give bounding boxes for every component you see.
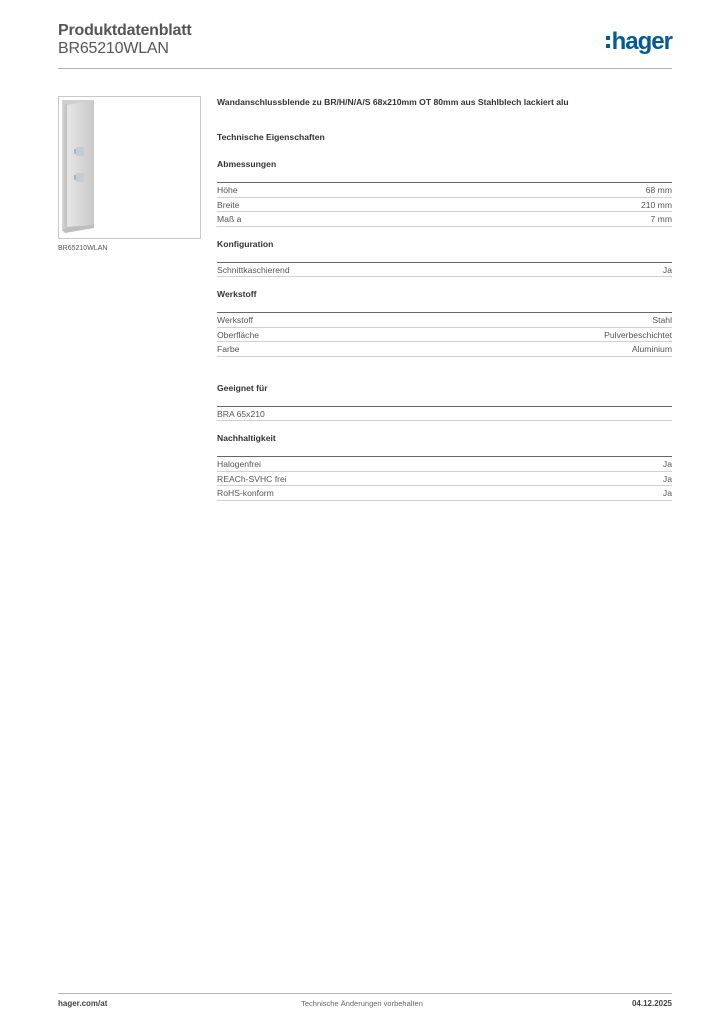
group-sustainability — [217, 433, 672, 501]
spec-label: Breite — [217, 199, 240, 210]
spec-label: BRA 65x210 — [217, 408, 265, 419]
group-title: Abmessungen — [217, 159, 672, 183]
section-title: Technische Eigenschaften — [217, 132, 325, 142]
spec-value: Ja — [662, 459, 672, 469]
group-dimensions — [217, 159, 672, 227]
spec-row — [217, 457, 672, 472]
header-divider — [58, 68, 672, 69]
spec-row — [217, 212, 672, 227]
footer-date: 04.12.2025 — [631, 999, 672, 1008]
spec-value: Ja — [662, 473, 672, 484]
spec-label: Schnittkaschierend — [217, 264, 290, 275]
logo-text: hager — [611, 28, 672, 55]
footer-notice: Technische Änderungen vorbehalten — [301, 999, 423, 1008]
spec-value: 210 mm — [640, 199, 672, 210]
spec-row — [217, 472, 672, 487]
spec-label: REACh-SVHC frei — [217, 473, 287, 484]
group-title: Geeignet für — [217, 383, 672, 407]
footer-website-link[interactable]: hager.com/at — [58, 999, 108, 1008]
product-description: Wandanschlussblende zu BR/H/N/A/S 68x210mm OT 80mm aus Stahlblech lackiert alu — [217, 97, 569, 107]
spec-row — [217, 407, 672, 422]
spec-row — [217, 263, 672, 278]
spec-row — [217, 486, 672, 501]
product-image-caption: BR65210WLAN — [58, 245, 108, 252]
spec-label: Werkstoff — [217, 315, 253, 325]
spec-label: Maß a — [217, 214, 242, 224]
spec-label: Oberfläche — [217, 329, 260, 340]
spec-row — [217, 342, 672, 357]
footer-divider — [58, 993, 672, 994]
product-image — [58, 96, 201, 239]
spec-row — [217, 198, 672, 213]
group-configuration — [217, 239, 672, 278]
spec-row — [217, 313, 672, 328]
product-number: BR65210WLAN — [58, 40, 169, 57]
spec-label: Höhe — [217, 185, 238, 195]
spec-row — [217, 328, 672, 343]
page-header — [58, 22, 672, 70]
spec-value: Stahl — [652, 315, 672, 325]
wall-plate-icon — [59, 97, 200, 238]
spec-value: 7 mm — [650, 214, 672, 224]
group-title: Nachhaltigkeit — [217, 433, 672, 457]
hager-logo[interactable] — [606, 28, 672, 56]
spec-value: Pulverbeschichtet — [604, 329, 672, 340]
product-details — [217, 96, 672, 501]
spec-value: 68 mm — [645, 185, 672, 195]
spec-label: RoHS-konform — [217, 488, 274, 498]
group-material — [217, 289, 672, 357]
spec-label: Halogenfrei — [217, 459, 261, 469]
spec-row — [217, 183, 672, 198]
logo-colon-icon — [606, 34, 610, 50]
spec-value: Ja — [662, 488, 672, 498]
group-suitable-for — [217, 383, 672, 422]
group-title: Werkstoff — [217, 289, 672, 313]
group-title: Konfiguration — [217, 239, 672, 263]
spec-label: Farbe — [217, 344, 240, 354]
spec-value: Aluminium — [631, 344, 672, 354]
document-title: Produktdatenblatt — [58, 22, 192, 39]
spec-value: Ja — [662, 264, 672, 275]
